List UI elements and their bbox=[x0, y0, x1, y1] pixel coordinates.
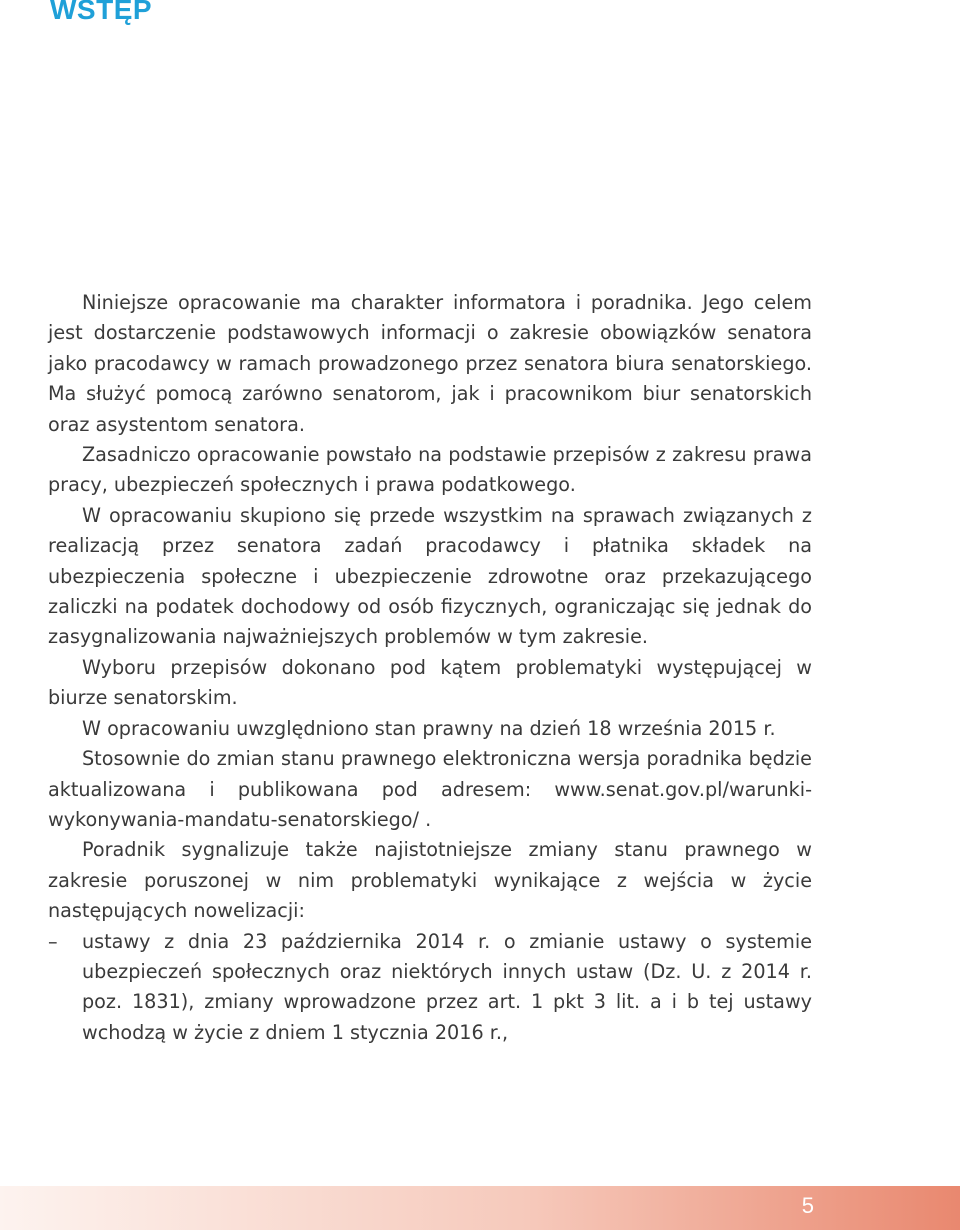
paragraph-legal-status: W opracowaniu uwzględniono stan prawny na dzień 18 września 2015 r. bbox=[82, 716, 776, 740]
list-item bbox=[48, 927, 812, 1049]
paragraph-intro: Niniejsze opracowanie ma charakter informatora i poradnika. Jego celem jest dostarczenie podstawowych informacji o zakresie obowiązków senatora jako pracodawcy w ramach prowadzonego przez senatora biura senatorskiego. Ma służyć pomocą zarówno senatorom, jak i pracownikom biur senatorskich oraz asystentom senatora. bbox=[48, 291, 812, 436]
page-title: WSTĘP bbox=[50, 0, 153, 25]
amendments-list bbox=[48, 927, 812, 1049]
document-body bbox=[48, 288, 812, 1048]
paragraph-online-version: Stosownie do zmian stanu prawnego elektroniczna wersja poradnika będzie aktualizowana i publikowana pod adresem: www.senat.gov.pl/warunki-wykonywania-mandatu-senatorskiego/ . bbox=[48, 747, 812, 831]
list-dash-marker: – bbox=[48, 929, 58, 953]
paragraph-amendments: Poradnik sygnalizuje także najistotniejsze zmiany stanu prawnego w zakresie poruszonej w nim problematyki wynikające z wejścia w życie następujących nowelizacji: bbox=[48, 838, 812, 923]
footer-band bbox=[0, 1186, 960, 1230]
paragraph-selection: Wyboru przepisów dokonano pod kątem problematyki występującej w biurze senatorskim. bbox=[48, 655, 812, 710]
page-number: 5 bbox=[801, 1193, 814, 1218]
list-item-text: ustawy z dnia 23 października 2014 r. o zmianie ustawy o systemie ubezpieczeń społecznych oraz niektórych innych ustaw (Dz. U. z 2014 r. poz. 1831), zmiany wprowadzone przez art. 1 pkt 3 lit. a i b tej ustawy wchodzą w życie z dniem 1 stycznia 2016 r., bbox=[82, 929, 812, 1044]
paragraph-legal-basis: Zasadniczo opracowanie powstało na podstawie przepisów z zakresu prawa pracy, ubezpieczeń społecznych i prawa podatkowego. bbox=[48, 443, 812, 497]
paragraph-scope: W opracowaniu skupiono się przede wszystkim na sprawach związanych z realizacją przez senatora zadań pracodawcy i płatnika składek na ubezpieczenia społeczne i ubezpieczenie zdrowotne oraz przekazującego zaliczki na podatek dochodowy od osób fizycznych, ograniczając się jednak do zasygnalizowania najważniejszych problemów w tym zakresie. bbox=[48, 503, 812, 649]
